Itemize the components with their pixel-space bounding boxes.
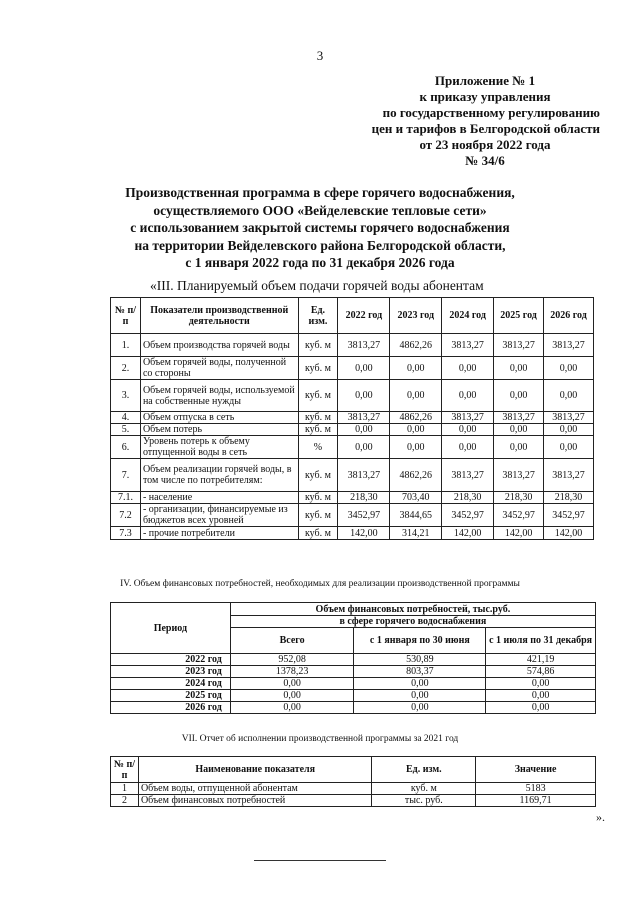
- year-value: 0,00: [338, 436, 390, 459]
- first-half-value: 530,89: [354, 654, 486, 666]
- header-2023: 2023 год: [390, 298, 442, 334]
- header-second-half: с 1 июля по 31 декабря: [486, 628, 596, 654]
- year-value: 0,00: [494, 380, 544, 412]
- indicator-name: Объем реализации горячей воды, в том числе по потребителям:: [140, 459, 298, 492]
- table-row: [111, 795, 596, 807]
- unit: куб. м: [298, 492, 338, 504]
- appendix-block: [330, 73, 600, 169]
- year-value: 3813,27: [544, 334, 594, 357]
- row-number: 5.: [111, 424, 141, 436]
- table-row: [111, 334, 594, 357]
- row-number: 2: [111, 795, 139, 807]
- first-half-value: 0,00: [354, 690, 486, 702]
- header-2025: 2025 год: [494, 298, 544, 334]
- value: 5183: [476, 783, 596, 795]
- title-line-3: с использованием закрытой системы горячего водоснабжения: [130, 220, 510, 235]
- year-value: 0,00: [442, 380, 494, 412]
- indicator-name: Объем производства горячей воды: [140, 334, 298, 357]
- appendix-line-6: № 34/6: [465, 153, 505, 168]
- header-unit: Ед. изм.: [298, 298, 338, 334]
- year-value: 0,00: [544, 380, 594, 412]
- table-row: [111, 527, 594, 540]
- header-num: № п/п: [111, 757, 139, 783]
- year-value: 4862,26: [390, 334, 442, 357]
- year-value: 314,21: [390, 527, 442, 540]
- section-4-title: IV. Объем финансовых потребностей, необходимых для реализации производственной программы: [120, 579, 520, 589]
- header-indicator-name: Наименование показателя: [138, 757, 372, 783]
- year-value: 0,00: [442, 357, 494, 380]
- year-value: 0,00: [338, 424, 390, 436]
- year-value: 3844,65: [390, 504, 442, 527]
- unit: куб. м: [298, 504, 338, 527]
- header-first-half: с 1 января по 30 июня: [354, 628, 486, 654]
- header-period: Период: [111, 603, 231, 654]
- supply-volume-table: [110, 297, 594, 540]
- second-half-value: 0,00: [486, 678, 596, 690]
- row-number: 7.3: [111, 527, 141, 540]
- total-value: 0,00: [230, 702, 354, 714]
- appendix-line-4: цен и тарифов в Белгородской области: [371, 121, 600, 136]
- section-7-title: VII. Отчет об исполнении производственной программы за 2021 год: [181, 734, 459, 744]
- table-row: [111, 666, 596, 678]
- row-number: 2.: [111, 357, 141, 380]
- row-number: 7.2: [111, 504, 141, 527]
- section-3-title: «III. Планируемый объем подачи горячей воды абонентам: [150, 278, 484, 293]
- title-line-1: Производственная программа в сфере горячего водоснабжения,: [125, 185, 515, 200]
- table-row: [111, 492, 594, 504]
- row-number: 3.: [111, 380, 141, 412]
- year-value: 218,30: [338, 492, 390, 504]
- title-line-5: с 1 января 2022 года по 31 декабря 2026 года: [185, 255, 455, 270]
- row-number: 1.: [111, 334, 141, 357]
- indicator-name: Объем горячей воды, используемой на собственные нужды: [140, 380, 298, 412]
- unit: куб. м: [298, 357, 338, 380]
- closing-quote-mark: ».: [596, 810, 605, 824]
- unit: куб. м: [298, 424, 338, 436]
- period: 2022 год: [111, 654, 231, 666]
- header-2026: 2026 год: [544, 298, 594, 334]
- page-number: 3: [316, 48, 324, 63]
- year-value: 218,30: [494, 492, 544, 504]
- indicator-name: Объем воды, отпущенной абонентам: [138, 783, 372, 795]
- year-value: 3813,27: [442, 459, 494, 492]
- row-number: 6.: [111, 436, 141, 459]
- total-value: 952,08: [230, 654, 354, 666]
- indicator-name: Объем финансовых потребностей: [138, 795, 372, 807]
- table-row: [111, 783, 596, 795]
- year-value: 3813,27: [338, 412, 390, 424]
- table-row: [111, 504, 594, 527]
- year-value: 0,00: [544, 357, 594, 380]
- year-value: 3813,27: [442, 412, 494, 424]
- year-value: 3813,27: [494, 334, 544, 357]
- indicator-name: Объем горячей воды, полученной со стороны: [140, 357, 298, 380]
- indicator-name: Объем потерь: [140, 424, 298, 436]
- header-num: № п/п: [111, 298, 141, 334]
- first-half-value: 0,00: [354, 678, 486, 690]
- year-value: 0,00: [442, 424, 494, 436]
- first-half-value: 803,37: [354, 666, 486, 678]
- execution-report-table: [110, 756, 596, 807]
- year-value: 3813,27: [338, 334, 390, 357]
- year-value: 142,00: [544, 527, 594, 540]
- year-value: 0,00: [494, 436, 544, 459]
- table-row: [111, 424, 594, 436]
- appendix-line-2: к приказу управления: [419, 89, 551, 104]
- title-line-4: на территории Вейделевского района Белгородской области,: [134, 237, 506, 253]
- year-value: 0,00: [390, 436, 442, 459]
- table-row: [111, 436, 594, 459]
- header-2024: 2024 год: [442, 298, 494, 334]
- indicator-name: - прочие потребители: [140, 527, 298, 540]
- title-line-2: осуществляемого ООО «Вейделевские тепловые сети»: [153, 202, 487, 218]
- indicator-name: Объем отпуска в сеть: [140, 412, 298, 424]
- financial-needs-table: [110, 602, 596, 714]
- indicator-name: Уровень потерь к объему отпущенной воды в сеть: [140, 436, 298, 459]
- unit: куб. м: [298, 412, 338, 424]
- table-row: [111, 357, 594, 380]
- unit: тыс. руб.: [372, 795, 476, 807]
- appendix-line-3: по государственному регулированию: [382, 105, 600, 120]
- table-row: [111, 459, 594, 492]
- table-row: [111, 678, 596, 690]
- header-unit: Ед. изм.: [372, 757, 476, 783]
- second-half-value: 0,00: [486, 690, 596, 702]
- year-value: 0,00: [544, 436, 594, 459]
- year-value: 4862,26: [390, 412, 442, 424]
- period: 2025 год: [111, 690, 231, 702]
- year-value: 4862,26: [390, 459, 442, 492]
- unit: куб. м: [298, 527, 338, 540]
- first-half-value: 0,00: [354, 702, 486, 714]
- header-2022: 2022 год: [338, 298, 390, 334]
- year-value: 3813,27: [544, 412, 594, 424]
- year-value: 218,30: [544, 492, 594, 504]
- header-hot-water: в сфере горячего водоснабжения: [230, 616, 595, 628]
- total-value: 0,00: [230, 678, 354, 690]
- year-value: 3813,27: [544, 459, 594, 492]
- header-total: Всего: [230, 628, 354, 654]
- table-row: [111, 702, 596, 714]
- bottom-divider-line: [254, 860, 386, 861]
- appendix-line-5: от 23 ноября 2022 года: [419, 137, 551, 152]
- row-number: 7.1.: [111, 492, 141, 504]
- unit: куб. м: [298, 459, 338, 492]
- year-value: 142,00: [442, 527, 494, 540]
- year-value: 3813,27: [338, 459, 390, 492]
- unit: куб. м: [298, 334, 338, 357]
- table-row: [111, 380, 594, 412]
- appendix-line-1: Приложение № 1: [434, 73, 536, 88]
- period: 2023 год: [111, 666, 231, 678]
- year-value: 3452,97: [338, 504, 390, 527]
- row-number: 7.: [111, 459, 141, 492]
- total-value: 0,00: [230, 690, 354, 702]
- second-half-value: 0,00: [486, 702, 596, 714]
- row-number: 1: [111, 783, 139, 795]
- table-row: [111, 412, 594, 424]
- row-number: 4.: [111, 412, 141, 424]
- unit: куб. м: [372, 783, 476, 795]
- year-value: 0,00: [494, 357, 544, 380]
- year-value: 3813,27: [442, 334, 494, 357]
- second-half-value: 421,19: [486, 654, 596, 666]
- year-value: 0,00: [390, 380, 442, 412]
- year-value: 3452,97: [494, 504, 544, 527]
- year-value: 3813,27: [494, 412, 544, 424]
- year-value: 0,00: [338, 357, 390, 380]
- header-indicator: Показатели производственной деятельности: [140, 298, 298, 334]
- year-value: 142,00: [338, 527, 390, 540]
- year-value: 3813,27: [494, 459, 544, 492]
- year-value: 703,40: [390, 492, 442, 504]
- year-value: 0,00: [390, 357, 442, 380]
- document-title: [60, 184, 580, 272]
- year-value: 0,00: [390, 424, 442, 436]
- indicator-name: - организации, финансируемые из бюджетов всех уровней: [140, 504, 298, 527]
- year-value: 0,00: [544, 424, 594, 436]
- header-value: Значение: [476, 757, 596, 783]
- second-half-value: 574,86: [486, 666, 596, 678]
- year-value: 3452,97: [544, 504, 594, 527]
- year-value: 3452,97: [442, 504, 494, 527]
- year-value: 142,00: [494, 527, 544, 540]
- period: 2026 год: [111, 702, 231, 714]
- table-row: [111, 690, 596, 702]
- period: 2024 год: [111, 678, 231, 690]
- value: 1169,71: [476, 795, 596, 807]
- unit: %: [298, 436, 338, 459]
- year-value: 0,00: [494, 424, 544, 436]
- year-value: 218,30: [442, 492, 494, 504]
- year-value: 0,00: [442, 436, 494, 459]
- header-financial-needs: Объем финансовых потребностей, тыс.руб.: [230, 603, 595, 616]
- unit: куб. м: [298, 380, 338, 412]
- indicator-name: - население: [140, 492, 298, 504]
- total-value: 1378,23: [230, 666, 354, 678]
- table-row: [111, 654, 596, 666]
- year-value: 0,00: [338, 380, 390, 412]
